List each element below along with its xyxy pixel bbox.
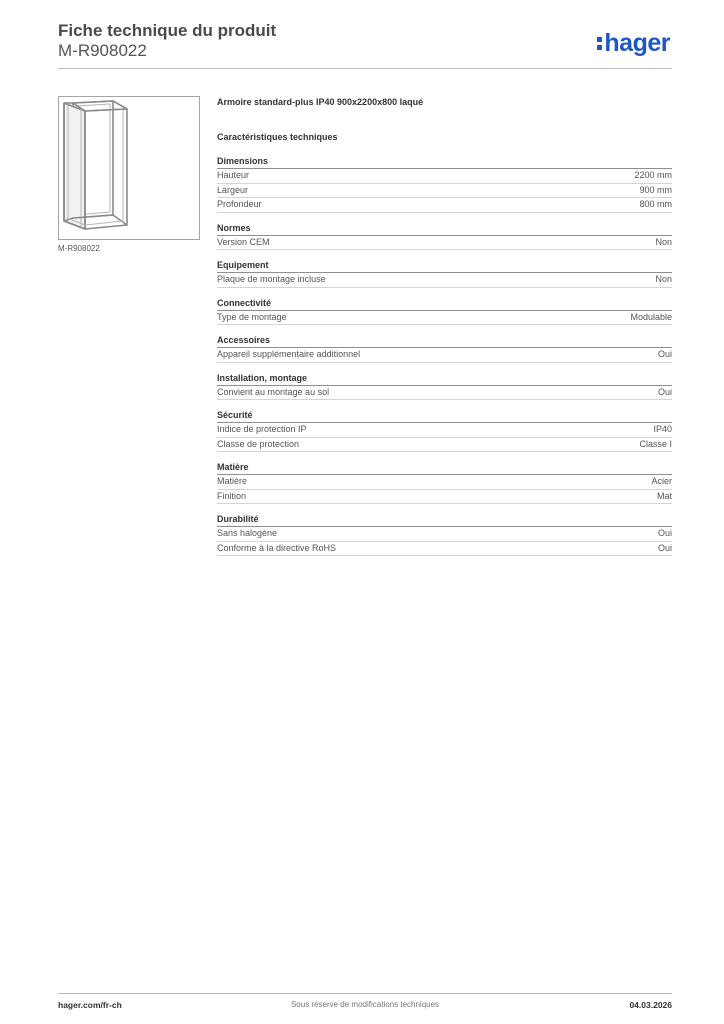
spec-group-title: Dimensions bbox=[217, 155, 672, 169]
spec-group bbox=[217, 259, 672, 288]
logo-dots-icon bbox=[597, 35, 602, 51]
spec-label: Plaque de montage incluse bbox=[217, 274, 326, 284]
spec-value: 2200 mm bbox=[634, 170, 672, 180]
spec-value: Oui bbox=[657, 349, 672, 359]
spec-value: Oui bbox=[657, 528, 672, 538]
spec-row bbox=[217, 236, 672, 251]
product-image bbox=[58, 96, 200, 240]
product-name: Armoire standard-plus IP40 900x2200x800 laqué bbox=[217, 97, 424, 107]
spec-row bbox=[217, 184, 672, 199]
spec-value: Oui bbox=[657, 386, 672, 397]
document-title: Fiche technique du produit bbox=[58, 21, 277, 40]
spec-group bbox=[217, 461, 672, 504]
spec-label: Largeur bbox=[217, 184, 249, 195]
spec-group-title: Installation, montage bbox=[217, 372, 672, 386]
footer-website-link[interactable]: hager.com/fr-ch bbox=[58, 1000, 122, 1010]
spec-value: Oui bbox=[657, 542, 672, 553]
page-footer bbox=[58, 993, 672, 1014]
spec-group-title: Connectivité bbox=[217, 297, 672, 311]
spec-value: Non bbox=[655, 236, 672, 247]
spec-group-title: Durabilité bbox=[217, 513, 672, 527]
spec-row bbox=[217, 527, 672, 542]
spec-group-title: Accessoires bbox=[217, 334, 672, 348]
spec-row bbox=[217, 423, 672, 438]
spec-value: Non bbox=[655, 274, 672, 284]
spec-row bbox=[217, 490, 672, 505]
spec-row bbox=[217, 198, 672, 213]
spec-group bbox=[217, 334, 672, 363]
spec-label: Version CEM bbox=[217, 236, 270, 247]
spec-group-title: Matière bbox=[217, 461, 672, 475]
spec-label: Hauteur bbox=[217, 170, 250, 180]
header-divider bbox=[58, 68, 672, 69]
spec-row bbox=[217, 169, 672, 184]
spec-value: Acier bbox=[651, 476, 672, 486]
product-reference: M-R908022 bbox=[58, 41, 147, 60]
spec-sheet bbox=[217, 96, 672, 556]
spec-group-title: Normes bbox=[217, 222, 672, 236]
spec-group bbox=[217, 372, 672, 401]
page-header bbox=[58, 20, 672, 68]
spec-group-title: Sécurité bbox=[217, 409, 672, 423]
spec-group bbox=[217, 155, 672, 213]
spec-row bbox=[217, 273, 672, 288]
spec-row bbox=[217, 475, 672, 490]
spec-group bbox=[217, 513, 672, 556]
footer-notice: Sous réserve de modifications techniques bbox=[290, 1000, 440, 1009]
spec-group bbox=[217, 409, 672, 452]
spec-label: Appareil supplémentaire additionnel bbox=[217, 349, 361, 359]
spec-row bbox=[217, 311, 672, 326]
spec-row bbox=[217, 542, 672, 557]
spec-label: Matière bbox=[217, 476, 248, 486]
spec-row bbox=[217, 438, 672, 453]
spec-label: Profondeur bbox=[217, 199, 262, 209]
spec-groups bbox=[217, 155, 672, 556]
image-caption: M-R908022 bbox=[58, 244, 100, 253]
specs-heading: Caractéristiques techniques bbox=[217, 132, 338, 142]
spec-label: Classe de protection bbox=[217, 438, 300, 449]
spec-group bbox=[217, 297, 672, 326]
spec-value: Mat bbox=[656, 490, 672, 501]
spec-group-title: Equipement bbox=[217, 259, 672, 273]
spec-value: Classe I bbox=[639, 438, 672, 449]
footer-date: 04.03.2026 bbox=[629, 1000, 672, 1010]
spec-value: 900 mm bbox=[639, 184, 672, 195]
spec-row bbox=[217, 386, 672, 401]
spec-label: Convient au montage au sol bbox=[217, 386, 330, 397]
hager-logo bbox=[597, 28, 670, 58]
spec-value: 800 mm bbox=[639, 199, 672, 209]
spec-value: IP40 bbox=[653, 424, 672, 434]
spec-label: Indice de protection IP bbox=[217, 424, 307, 434]
spec-label: Finition bbox=[217, 490, 247, 501]
spec-label: Sans halogène bbox=[217, 528, 278, 538]
cabinet-frame-icon bbox=[59, 97, 199, 239]
spec-group bbox=[217, 222, 672, 251]
spec-label: Conforme à la directive RoHS bbox=[217, 542, 337, 553]
logo-text: hager bbox=[604, 29, 670, 57]
spec-row bbox=[217, 348, 672, 363]
spec-label: Type de montage bbox=[217, 311, 287, 322]
spec-value: Modulable bbox=[630, 311, 672, 322]
